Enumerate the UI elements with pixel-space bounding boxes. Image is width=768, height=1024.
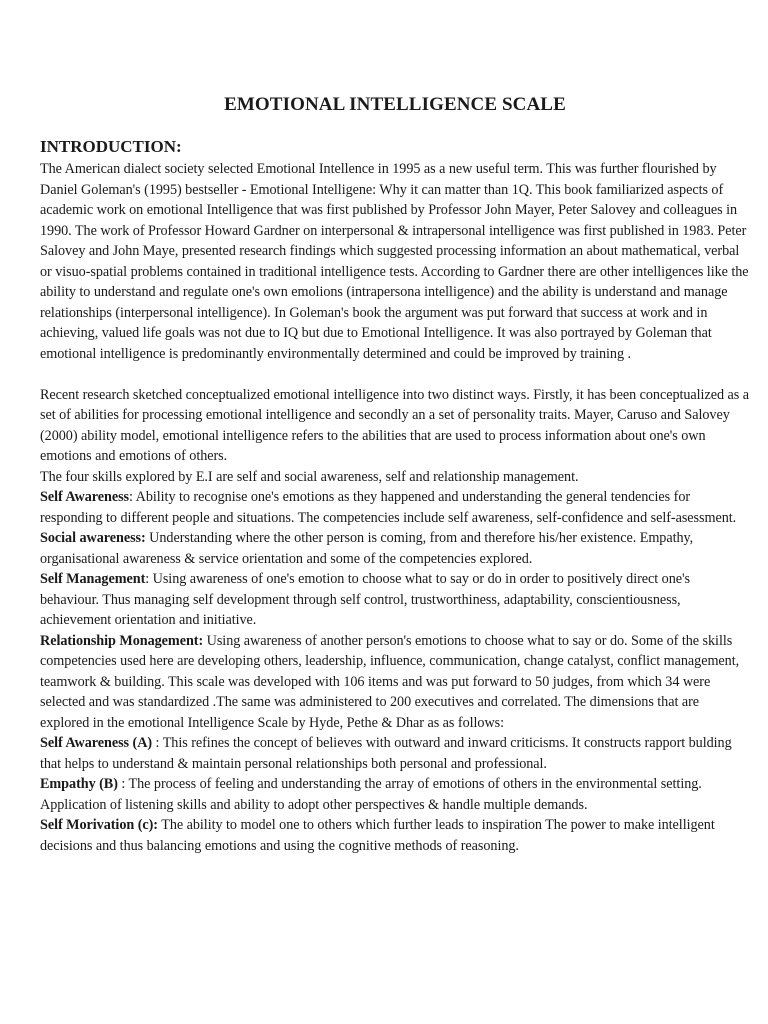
intro-paragraph: The American dialect society selected Emotional Intellence in 1995 as a new useful term. This was further flourished by Daniel Goleman's (1995) bestseller - Emotional Intelligene: Why it can matter than 1Q. This book familiarized aspects of academic work on emotional Intelligence that was first published by Professor John Mayer, Peter Salovey and colleagues in 1990. The work of Professor Howard Gardner on interpersonal & intrapersonal intelligence was first published in 1983. Peter Salovey and John Maye, presented research findings which suggested processing information an about mathematical, verbal or visuo-spatial problems contained in traditional intelligence tests. According to Gardner there are other intelligences like the ability to understand and regulate one's own emolions (intrapersona intelligence) and the ability is understand and manage relationships (interpersonal intelligence). In Goleman's book the argument was put forward that success at work and in achieving, valued life goals was not due to IQ but due to Emotional Intelligence. It was also portrayed by Goleman that emotional intelligence is predominantly environmentally determined and could be improved by training . (40, 161, 749, 362)
self-motivation-c-term: Self Morivation (c): (40, 817, 158, 833)
four-skills-paragraph: The four skills explored by E.I are self and social awareness, self and relationship management. (40, 468, 579, 485)
social-awareness-text: Understanding where the other person is coming, from and therefore his/her existence. Empathy, organisational awareness & service orientation and some of the competencies explored. (40, 530, 694, 567)
social-awareness-paragraph (40, 528, 750, 569)
self-awareness-term: Self Awareness (40, 489, 130, 505)
relationship-management-paragraph (40, 631, 750, 734)
introduction-heading: INTRODUCTION: (40, 137, 182, 156)
self-motivation-c-text: The ability to model one to others which further leads to inspiration The power to make intelligent decisions and thus balancing emotions and using the cognitive methods of reasoning. (40, 817, 715, 854)
self-awareness-a-text: : This refines the concept of believes with outward and inward criticisms. It constructs rapport bulding that helps to understand & maintain personal relationships both personal and professional. (40, 735, 732, 772)
research-paragraph: Recent research sketched conceptualized emotional intelligence into two distinct ways. Firstly, it has been conceptualized as a set of abilities for processing emotional intelligence and secondly an a set of personality traits. Mayer, Caruso and Salovey (2000) ability model, emotional intelligence refers to the abilities that are used to process information about one's own emotions and emotions of others. (40, 386, 749, 464)
self-awareness-a-term: Self Awareness (A) (40, 735, 153, 751)
empathy-b-text: : The process of feeling and understanding the array of emotions of others in the environmental setting. Application of listening skills and ability to adopt other perspectives & handle multiple demands. (40, 776, 702, 813)
empathy-b-paragraph (40, 774, 750, 815)
relationship-management-term: Relationship Monagement: (40, 632, 204, 649)
document-title: EMOTIONAL INTELLIGENCE SCALE (224, 94, 566, 115)
self-motivation-c-paragraph (40, 815, 750, 856)
document-page (40, 0, 750, 856)
self-management-term: Self Management (40, 571, 146, 587)
self-awareness-a-paragraph (40, 733, 750, 774)
empathy-b-term: Empathy (B) (40, 776, 118, 792)
self-awareness-paragraph (40, 487, 750, 528)
self-management-text: : Using awareness of one's emotion to choose what to say or do in order to positively direct one's behaviour. Thus managing self development through self control, trustworthiness, adaptability, conscientiousness, achievement orientation and initiative. (40, 571, 690, 628)
social-awareness-term: Social awareness: (40, 530, 146, 546)
self-management-paragraph (40, 569, 750, 631)
relationship-management-text: Using awareness of another person's emotions to choose what to say or do. Some of the skills competencies used here are developing others, leadership, influence, communication, change catalyst, conflict management, teamwork & building. This scale was developed with 106 items and was put forward to 50 judges, from which 34 were selected and was standardized .The same was administered to 200 executives and correlated. The dimensions that are explored in the emotional Intelligence Scale by Hyde, Pethe & Dhar as as follows: (40, 632, 740, 731)
self-awareness-text: : Ability to recognise one's emotions as they happened and understanding the general tendencies for responding to different people and situations. The competencies include self awareness, self-confidence and self-asessment. (40, 489, 737, 526)
